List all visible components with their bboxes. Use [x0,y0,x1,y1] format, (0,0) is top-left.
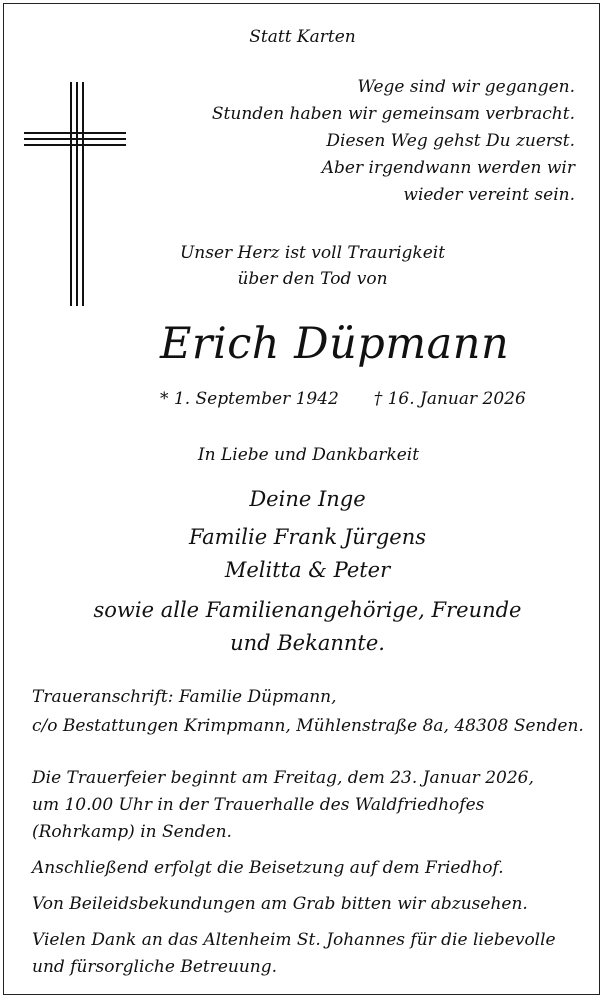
mourner-line: sowie alle Familienangehörige, Freunde [93,598,522,622]
funeral-line: (Rohrkamp) in Senden. [32,822,232,842]
deceased-name: Erich Düpmann [160,319,510,369]
mourner-line: Familie Frank Jürgens [188,525,427,549]
mourner-line: Deine Inge [249,487,366,511]
birth-date: * 1. September 1942 [160,389,339,409]
funeral-line: Von Beileidsbekundungen am Grab bitten wir abzusehen. [32,894,528,914]
funeral-line: um 10.00 Uhr in der Trauerhalle des Waldfriedhofes [32,795,485,815]
life-dates [160,386,526,412]
intro-line-1: Unser Herz ist voll Traurigkeit [179,243,446,263]
funeral-line: Anschließend erfolgt die Beisetzung auf dem Friedhof. [32,858,504,878]
funeral-line: und fürsorgliche Betreuung. [32,957,278,977]
mourner-line: und Bekannte. [230,631,385,655]
address-line-2: c/o Bestattungen Krimpmann, Mühlenstraße 8a, 48308 Senden. [32,716,584,736]
poem-line: wieder vereint sein. [403,185,575,205]
poem-line: Aber irgendwann werden wir [321,158,575,178]
poem-line: Stunden haben wir gemeinsam verbracht. [211,104,575,124]
mourners-intro: In Liebe und Dankbarkeit [197,445,420,465]
poem-line: Diesen Weg gehst Du zuerst. [326,131,575,151]
death-symbol: † [373,389,383,409]
statt-karten: Statt Karten [249,27,356,47]
funeral-line: Vielen Dank an das Altenheim St. Johannes für die liebevolle [32,930,556,950]
mourner-line: Melitta & Peter [224,558,391,582]
intro-line-2: über den Tod von [237,269,388,289]
poem-line: Wege sind wir gegangen. [357,77,575,97]
death-date: 16. Januar 2026 [387,389,526,409]
funeral-line: Die Trauerfeier beginnt am Freitag, dem 23. Januar 2026, [32,768,534,788]
address-line-1: Traueranschrift: Familie Düpmann, [32,687,337,707]
